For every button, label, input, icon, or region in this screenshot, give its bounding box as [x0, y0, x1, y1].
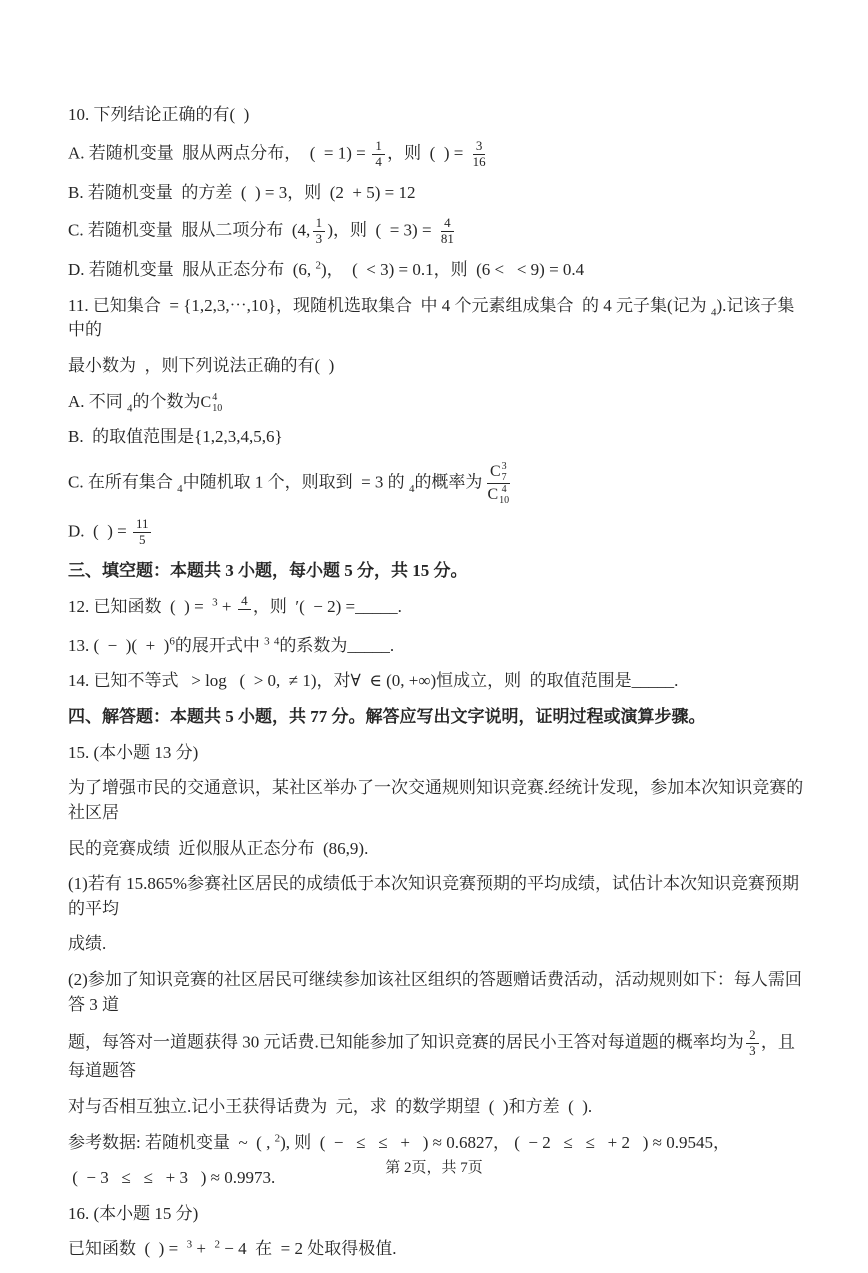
superscript: 2: [214, 1238, 221, 1251]
fraction: $\frac{3}{16}$: [472, 137, 486, 169]
subscript: 4: [177, 482, 183, 495]
document-body: [68, 103, 808, 1273]
superscript: 2: [274, 1131, 281, 1144]
q15-body-line2: 民的竞赛成绩 近似服从正态分布 (86,9).: [68, 838, 369, 858]
superscript: 3: [212, 596, 218, 609]
question-11-stem-line2: 最小数为 ，则下列说法正确的有( ): [68, 355, 335, 375]
q10-option-a: A. 若随机变量 服从两点分布， ( = 1) = $\frac{1}{4}$ ，则 ( ) = $\frac{3}{16}$: [68, 139, 808, 170]
q16-body: 已知函数 ( ) = $^3$ + $^2$ − 4 在 = 2 处取得极值.: [68, 1238, 397, 1259]
q15-part1-line1: (1)若有 15.865%参赛社区居民的成绩低于本次知识竞赛预期的平均成绩，试估计本次知识竞赛预期的平均: [68, 874, 799, 918]
fraction: $\frac{1}{4}$: [372, 139, 385, 170]
q15-part2-line1: (2)参加了知识竞赛的社区居民可继续参加该社区组织的答题赠话费活动，活动规则如下：每人需回答 3 道: [68, 970, 802, 1014]
section-4-heading: 四、解答题：本题共 5 小题，共 77 分。解答应写出文字说明，证明过程或演算步骤。: [68, 707, 706, 726]
superscript: 4: [273, 635, 280, 648]
superscript: 3: [186, 1238, 193, 1251]
superscript: 6: [169, 635, 175, 648]
page-number-footer: 第 2页，共 7页: [385, 1160, 483, 1176]
question-14: 14. 已知不等式 > log ( > 0, ≠ 1)，对∀ ∈ (0, +∞)恒成立，则 的取值范围是_____.: [68, 671, 679, 691]
q11-option-d: D. ( ) = $\frac{11}{5}$: [68, 517, 808, 548]
question-10-stem: 10. 下列结论正确的有( ): [68, 105, 250, 124]
question-15-title: 15. (本小题 13 分): [68, 742, 199, 762]
question-12: 12. 已知函数 ( ) = $^3$ + 4 ，则 ′( − 2) =_____.: [68, 594, 808, 622]
q15-body-line1: 为了增强市民的交通意识，某社区举办了一次交通规则知识竞赛.经统计发现，参加本次知识竞赛的社区居: [68, 778, 804, 822]
q15-reference-line1: 参考数据: 若随机变量 ~ ( , $^2$), 则 ( − ≤ ≤ + ) ≈ 0.6827， ( − 2 ≤ ≤ + 2 ) ≈ 0.9545，: [68, 1131, 730, 1152]
subscript: 4: [710, 306, 717, 319]
q10-option-d: D. 若随机变量 服从正态分布 (6, $^2$)， ( < 3) = 0.1，则 (6 < < 9) = 0.4: [68, 259, 585, 280]
fraction: $\frac{11}{5}$: [133, 517, 152, 548]
subscript: 4: [127, 401, 133, 414]
q15-part2-line2: 题，每答对一道题获得 30 元话费.已知能参加了知识竞赛的居民小王答对每道题的概率均为 $\frac{2}{3}$ ，且每道题答: [68, 1027, 795, 1081]
combination-symbol: C 4 10: [200, 391, 223, 414]
combination-symbol: C 4 10: [487, 483, 510, 506]
question-13: 13. ( − )( + )$^6$的展开式中 $^3$ $^4$的系数为_____.: [68, 635, 395, 655]
fraction: $\frac{2}{3}$: [746, 1028, 759, 1059]
question-11-stem-line1: 11. 已知集合 = {1,2,3,⋯,10}，现随机选取集合 中 4 个元素组成集合 的 4 元子集(记为 $_4$).记该子集中的: [68, 295, 795, 340]
question-16-title: 16. (本小题 15 分): [68, 1203, 199, 1223]
q15-part1-line2: 成绩.: [68, 934, 107, 954]
superscript: 3: [264, 635, 270, 648]
fraction: $\frac{4}{81}$: [440, 215, 454, 247]
q10-option-b: B. 若随机变量 的方差 ( ) = 3，则 (2 + 5) = 12: [68, 182, 416, 202]
section-3-heading: 三、填空题：本题共 3 小题，每小题 5 分，共 15 分。: [68, 560, 468, 580]
fraction: 4: [238, 594, 251, 622]
q11-option-b: B. 的取值范围是{1,2,3,4,5,6}: [68, 427, 283, 447]
q10-option-c: C. 若随机变量 服从二项分布 (4, $\frac{1}{3}$ )，则 ( = 3) = $\frac{4}{81}$: [68, 216, 808, 247]
subscript: 4: [408, 482, 415, 495]
combination-symbol: C 3 7: [489, 460, 507, 483]
q15-reference-line2: ( − 3 ≤ ≤ + 3 ) ≈ 0.9973.: [68, 1168, 276, 1188]
superscript: 2: [315, 259, 321, 272]
fraction: $\frac{1}{3}$: [312, 216, 325, 247]
q11-option-c: C. 在所有集合 $_4$中随机取 1 个，则取到 = 3 的 $_4$的概率为 C 3 7 C 4 10: [68, 461, 808, 506]
fraction: [484, 461, 512, 506]
q11-option-a: A. 不同 $_4$的个数为 C 4 10: [68, 391, 223, 414]
q15-part2-line3: 对与否相互独立.记小王获得话费为 元，求 的数学期望 ( )和方差 ( ).: [68, 1096, 593, 1116]
